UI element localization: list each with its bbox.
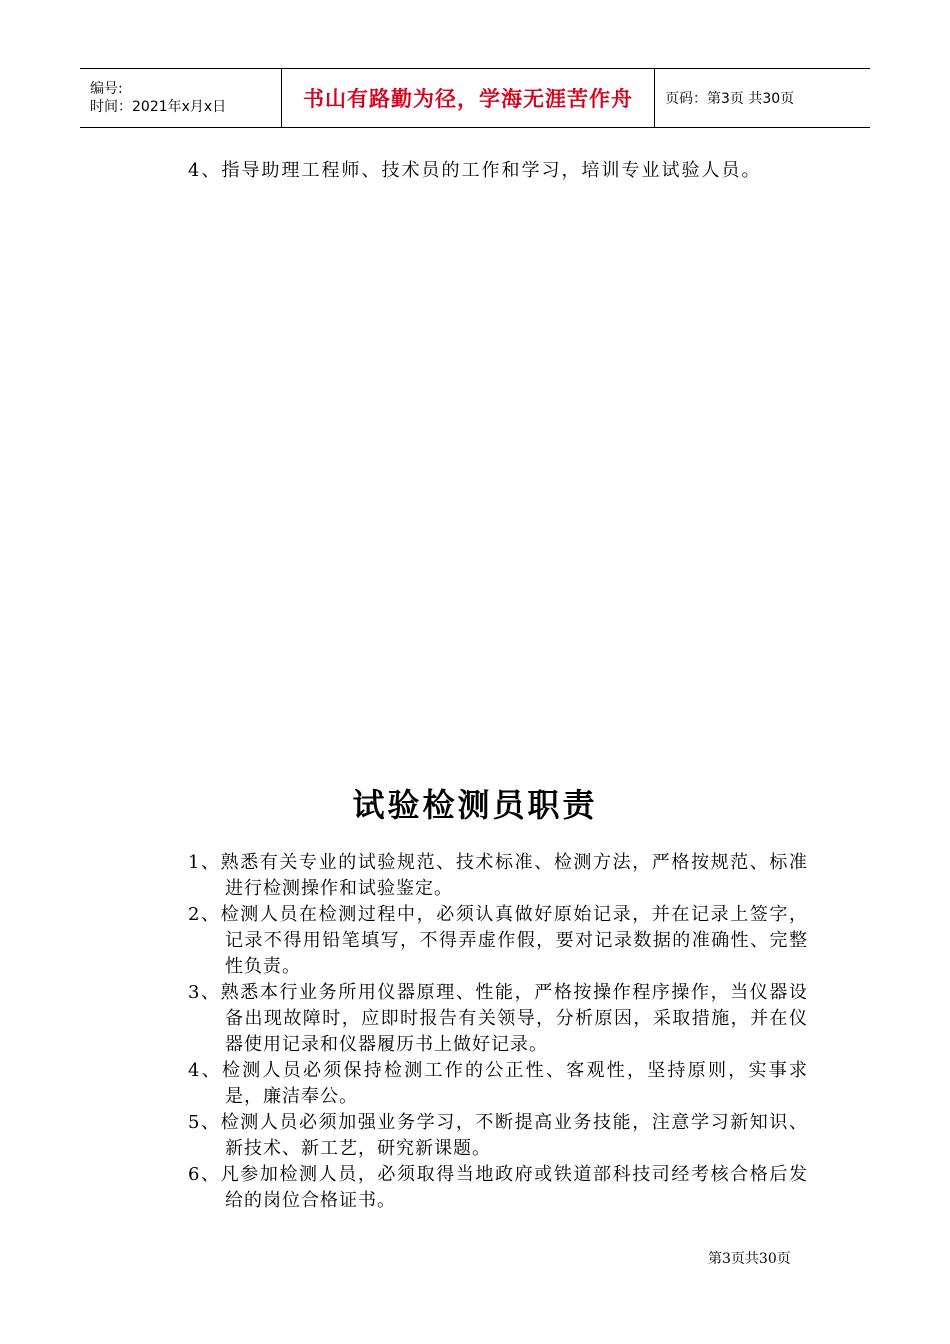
- page-header: [80, 68, 870, 128]
- header-meta: [80, 69, 282, 127]
- header-page-number: 页码：第3页 共30页: [665, 91, 795, 107]
- duty-item-4: 4、检测人员必须保持检测工作的公正性、客观性，坚持原则，实事求是，廉洁奉公。: [188, 1060, 808, 1107]
- page-footer: 第3页共30页: [708, 1251, 791, 1267]
- document-date: 时间：2021年x月x日: [90, 99, 227, 115]
- duty-item-3: 3、熟悉本行业务所用仪器原理、性能，严格按操作程序操作，当仪器设备出现故障时，应即时报告有关领导，分析原因，采取措施，并在仪器使用记录和仪器履历书上做好记录。: [188, 982, 808, 1055]
- header-motto-cell: [282, 69, 655, 127]
- duty-item-1: 1、熟悉有关专业的试验规范、技术标准、检测方法，严格按规范、标准进行检测操作和试验鉴定。: [188, 852, 808, 899]
- duty-item-2: 2、检测人员在检测过程中，必须认真做好原始记录，并在记录上签字，记录不得用铅笔填写，不得弄虚作假，要对记录数据的准确性、完整性负责。: [188, 904, 808, 977]
- previous-duty-item: 4、指导助理工程师、技术员的工作和学习，培训专业试验人员。: [188, 160, 762, 181]
- duty-item-5: 5、检测人员必须加强业务学习，不断提高业务技能，注意学习新知识、新技术、新工艺，研究新课题。: [188, 1112, 808, 1159]
- header-motto: 书山有路勤为径，学海无涯苦作舟: [303, 87, 633, 111]
- duty-item-6: 6、凡参加检测人员，必须取得当地政府或铁道部科技司经考核合格后发给的岗位合格证书。: [188, 1164, 808, 1211]
- duty-list: [188, 850, 808, 1214]
- header-page-cell: [655, 69, 870, 127]
- section-title: 试验检测员职责: [352, 786, 598, 824]
- document-number-label: 编号:: [90, 81, 123, 97]
